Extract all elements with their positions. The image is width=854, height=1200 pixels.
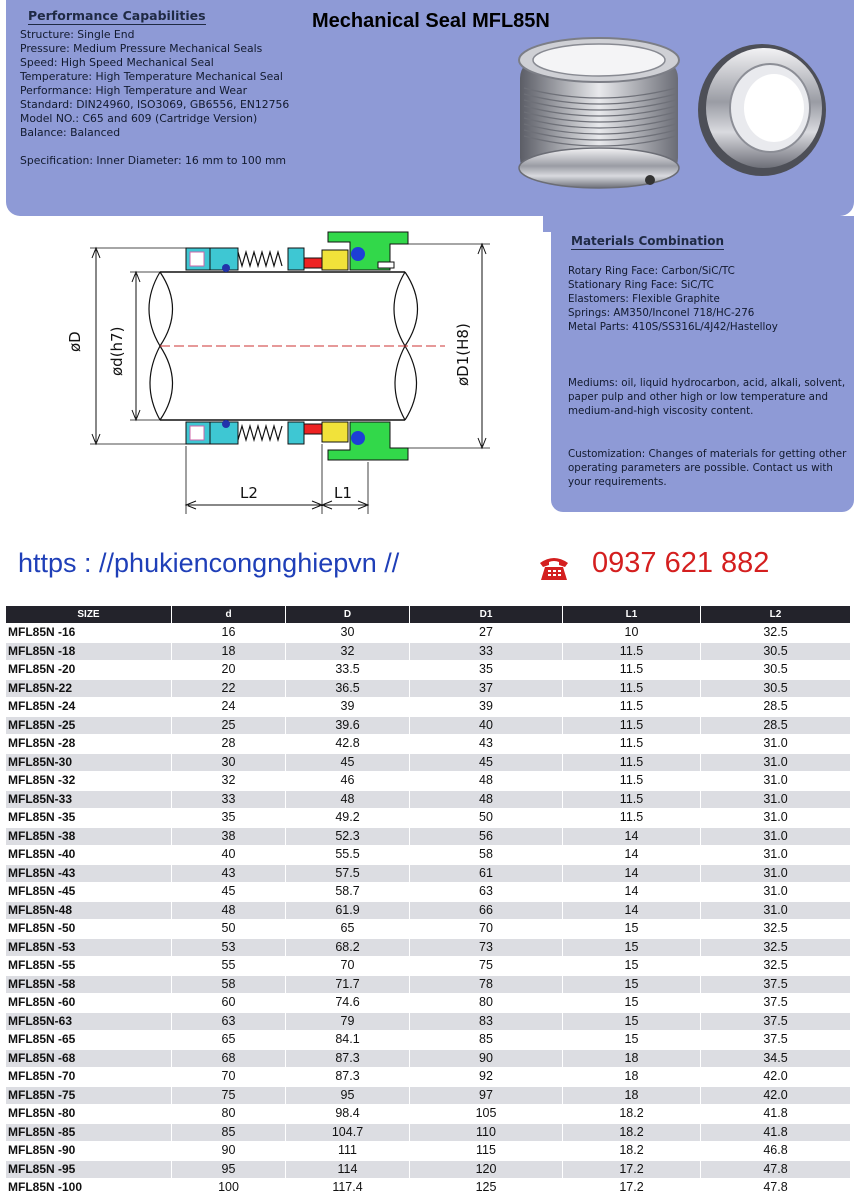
materials-line: Metal Parts: 410S/SS316L/4J42/Hastelloy — [568, 321, 778, 333]
cell-size: MFL85N-22 — [6, 679, 172, 698]
cell-d: 33 — [172, 790, 286, 809]
product-photo — [500, 28, 830, 198]
cell-L2: 31.0 — [701, 772, 851, 791]
cell-L1: 18 — [563, 1049, 701, 1068]
cell-d: 20 — [172, 661, 286, 680]
table-header-row — [6, 606, 851, 624]
table-row — [6, 994, 851, 1013]
cell-D: 52.3 — [286, 827, 410, 846]
cell-d: 53 — [172, 938, 286, 957]
cell-D: 39.6 — [286, 716, 410, 735]
cell-L2: 31.0 — [701, 846, 851, 865]
cell-D1: 58 — [410, 846, 563, 865]
customization-text: Customization: Changes of materials for getting other operating parameters are possible. Contact us with your requirements. — [568, 448, 847, 488]
cell-L1: 18.2 — [563, 1142, 701, 1161]
table-row — [6, 790, 851, 809]
table-row — [6, 1123, 851, 1142]
cell-L1: 11.5 — [563, 642, 701, 661]
cell-L1: 14 — [563, 846, 701, 865]
cell-L2: 31.0 — [701, 827, 851, 846]
cell-D: 30 — [286, 624, 410, 643]
cell-L1: 15 — [563, 994, 701, 1013]
performance-line: Temperature: High Temperature Mechanical Seal — [20, 70, 283, 83]
cell-D1: 48 — [410, 772, 563, 791]
cell-L2: 32.5 — [701, 938, 851, 957]
cell-size: MFL85N -40 — [6, 846, 172, 865]
cell-D: 87.3 — [286, 1049, 410, 1068]
cell-L2: 47.8 — [701, 1179, 851, 1198]
table-row — [6, 864, 851, 883]
cell-d: 75 — [172, 1086, 286, 1105]
table-row — [6, 938, 851, 957]
table-row — [6, 1179, 851, 1198]
cell-L1: 15 — [563, 1012, 701, 1031]
cell-D: 46 — [286, 772, 410, 791]
cell-D: 49.2 — [286, 809, 410, 828]
cell-L2: 41.8 — [701, 1105, 851, 1124]
cell-d: 90 — [172, 1142, 286, 1161]
label-L1: L1 — [334, 484, 352, 502]
cell-D1: 125 — [410, 1179, 563, 1198]
table-row — [6, 1160, 851, 1179]
performance-line: Balance: Balanced — [20, 126, 121, 139]
cell-D: 36.5 — [286, 679, 410, 698]
cell-D1: 27 — [410, 624, 563, 643]
table-row — [6, 716, 851, 735]
table-row — [6, 957, 851, 976]
performance-line: Model NO.: C65 and 609 (Cartridge Version) — [20, 112, 258, 125]
cell-L2: 42.0 — [701, 1086, 851, 1105]
cell-size: MFL85N -58 — [6, 975, 172, 994]
cell-size: MFL85N -85 — [6, 1123, 172, 1142]
cell-D1: 92 — [410, 1068, 563, 1087]
cell-D1: 43 — [410, 735, 563, 754]
cell-D: 117.4 — [286, 1179, 410, 1198]
cell-L2: 31.0 — [701, 753, 851, 772]
cell-L2: 34.5 — [701, 1049, 851, 1068]
cell-D1: 90 — [410, 1049, 563, 1068]
cell-d: 45 — [172, 883, 286, 902]
cell-d: 50 — [172, 920, 286, 939]
materials-list — [568, 264, 778, 334]
cell-d: 68 — [172, 1049, 286, 1068]
cell-L1: 18 — [563, 1068, 701, 1087]
cell-D1: 78 — [410, 975, 563, 994]
cell-size: MFL85N -45 — [6, 883, 172, 902]
table-row — [6, 624, 851, 643]
cell-size: MFL85N -75 — [6, 1086, 172, 1105]
cell-d: 58 — [172, 975, 286, 994]
cell-L2: 31.0 — [701, 735, 851, 754]
cell-size: MFL85N -18 — [6, 642, 172, 661]
cell-d: 25 — [172, 716, 286, 735]
cell-D1: 50 — [410, 809, 563, 828]
cell-L1: 11.5 — [563, 753, 701, 772]
cell-D: 57.5 — [286, 864, 410, 883]
cell-D1: 37 — [410, 679, 563, 698]
cell-L1: 15 — [563, 1031, 701, 1050]
cell-D: 32 — [286, 642, 410, 661]
materials-panel — [551, 216, 854, 512]
cell-L2: 46.8 — [701, 1142, 851, 1161]
cell-L1: 14 — [563, 901, 701, 920]
cell-L1: 18.2 — [563, 1105, 701, 1124]
technical-drawing — [60, 224, 520, 516]
cell-D: 45 — [286, 753, 410, 772]
cell-d: 32 — [172, 772, 286, 791]
cell-size: MFL85N -32 — [6, 772, 172, 791]
cell-L1: 11.5 — [563, 772, 701, 791]
cell-D1: 61 — [410, 864, 563, 883]
header-D: D — [286, 606, 410, 624]
cell-d: 38 — [172, 827, 286, 846]
performance-line: Structure: Single End — [20, 28, 135, 41]
cell-L2: 42.0 — [701, 1068, 851, 1087]
cell-D1: 105 — [410, 1105, 563, 1124]
table-body — [6, 624, 851, 1198]
table-row — [6, 920, 851, 939]
cell-D: 70 — [286, 957, 410, 976]
cell-d: 63 — [172, 1012, 286, 1031]
cell-D: 48 — [286, 790, 410, 809]
table-row — [6, 1105, 851, 1124]
cell-L1: 11.5 — [563, 735, 701, 754]
cell-d: 65 — [172, 1031, 286, 1050]
header-d: d — [172, 606, 286, 624]
cell-size: MFL85N -25 — [6, 716, 172, 735]
cell-size: MFL85N -95 — [6, 1160, 172, 1179]
cell-D1: 56 — [410, 827, 563, 846]
website-link[interactable]: https : //phukiencongnghiepvn // — [18, 548, 400, 578]
cell-d: 24 — [172, 698, 286, 717]
table-row — [6, 1142, 851, 1161]
cell-L2: 32.5 — [701, 624, 851, 643]
cell-L2: 28.5 — [701, 716, 851, 735]
table-row — [6, 1012, 851, 1031]
performance-line: Speed: High Speed Mechanical Seal — [20, 56, 214, 69]
performance-line: Pressure: Medium Pressure Mechanical Seals — [20, 42, 263, 55]
cell-d: 35 — [172, 809, 286, 828]
cell-d: 43 — [172, 864, 286, 883]
cell-L1: 15 — [563, 957, 701, 976]
performance-line: Performance: High Temperature and Wear — [20, 84, 248, 97]
cell-D1: 66 — [410, 901, 563, 920]
cell-D1: 83 — [410, 1012, 563, 1031]
cell-D: 104.7 — [286, 1123, 410, 1142]
cell-L1: 10 — [563, 624, 701, 643]
cell-L2: 31.0 — [701, 864, 851, 883]
cell-D: 71.7 — [286, 975, 410, 994]
performance-line: Standard: DIN24960, ISO3069, GB6556, EN12756 — [20, 98, 290, 111]
cell-d: 40 — [172, 846, 286, 865]
cell-size: MFL85N -20 — [6, 661, 172, 680]
cell-size: MFL85N -38 — [6, 827, 172, 846]
cell-L2: 28.5 — [701, 698, 851, 717]
cell-D1: 33 — [410, 642, 563, 661]
cell-d: 28 — [172, 735, 286, 754]
table-row — [6, 735, 851, 754]
cell-D: 114 — [286, 1160, 410, 1179]
table-row — [6, 1086, 851, 1105]
materials-line: Elastomers: Flexible Graphite — [568, 293, 720, 305]
cell-size: MFL85N -80 — [6, 1105, 172, 1124]
cell-L2: 31.0 — [701, 809, 851, 828]
cell-size: MFL85N -70 — [6, 1068, 172, 1087]
cell-L2: 30.5 — [701, 642, 851, 661]
cell-D: 98.4 — [286, 1105, 410, 1124]
header-D1: D1 — [410, 606, 563, 624]
cell-D1: 120 — [410, 1160, 563, 1179]
cell-d: 30 — [172, 753, 286, 772]
cell-size: MFL85N -65 — [6, 1031, 172, 1050]
performance-list — [20, 28, 289, 140]
cell-D: 42.8 — [286, 735, 410, 754]
cell-L2: 30.5 — [701, 661, 851, 680]
telephone-icon — [537, 553, 571, 581]
cell-d: 85 — [172, 1123, 286, 1142]
table-row — [6, 883, 851, 902]
cell-d: 70 — [172, 1068, 286, 1087]
materials-line: Rotary Ring Face: Carbon/SiC/TC — [568, 265, 735, 277]
table-row — [6, 975, 851, 994]
label-d: ød(h7) — [108, 326, 126, 376]
cell-L1: 15 — [563, 975, 701, 994]
cell-D: 58.7 — [286, 883, 410, 902]
cell-L2: 47.8 — [701, 1160, 851, 1179]
header-L1: L1 — [563, 606, 701, 624]
cell-L1: 11.5 — [563, 790, 701, 809]
cell-size: MFL85N -50 — [6, 920, 172, 939]
cell-D1: 97 — [410, 1086, 563, 1105]
cell-L1: 17.2 — [563, 1179, 701, 1198]
cell-D1: 40 — [410, 716, 563, 735]
cell-size: MFL85N-30 — [6, 753, 172, 772]
cell-D: 33.5 — [286, 661, 410, 680]
cell-D1: 115 — [410, 1142, 563, 1161]
cell-d: 80 — [172, 1105, 286, 1124]
cell-D: 55.5 — [286, 846, 410, 865]
table-row — [6, 1031, 851, 1050]
cell-size: MFL85N-33 — [6, 790, 172, 809]
cell-L2: 31.0 — [701, 901, 851, 920]
cell-L1: 14 — [563, 883, 701, 902]
cell-L1: 15 — [563, 938, 701, 957]
cell-L1: 11.5 — [563, 661, 701, 680]
page-title: Mechanical Seal MFL85N — [312, 10, 550, 32]
table-row — [6, 642, 851, 661]
table-row — [6, 661, 851, 680]
cell-D: 111 — [286, 1142, 410, 1161]
label-L2: L2 — [240, 484, 258, 502]
cell-D: 95 — [286, 1086, 410, 1105]
cell-L1: 18 — [563, 1086, 701, 1105]
cell-D: 65 — [286, 920, 410, 939]
cell-L1: 11.5 — [563, 716, 701, 735]
mediums-text: Mediums: oil, liquid hydrocarbon, acid, alkali, solvent, paper pulp and other high or low temperature and medium-and-high viscosity content. — [568, 377, 846, 417]
cell-D1: 85 — [410, 1031, 563, 1050]
cell-L2: 31.0 — [701, 790, 851, 809]
header-size: SIZE — [6, 606, 172, 624]
materials-line: Springs: AM350/Inconel 718/HC-276 — [568, 307, 755, 319]
specification-text: Specification: Inner Diameter: 16 mm to 100 mm — [20, 154, 287, 167]
cell-D1: 70 — [410, 920, 563, 939]
cell-L2: 37.5 — [701, 975, 851, 994]
cell-size: MFL85N -16 — [6, 624, 172, 643]
table-row — [6, 901, 851, 920]
cell-d: 48 — [172, 901, 286, 920]
cell-L1: 17.2 — [563, 1160, 701, 1179]
table-row — [6, 809, 851, 828]
label-D1: øD1(H8) — [454, 323, 472, 386]
cell-D1: 63 — [410, 883, 563, 902]
cell-d: 18 — [172, 642, 286, 661]
cell-d: 22 — [172, 679, 286, 698]
cell-D1: 110 — [410, 1123, 563, 1142]
cell-D1: 75 — [410, 957, 563, 976]
cell-L1: 18.2 — [563, 1123, 701, 1142]
cell-D: 87.3 — [286, 1068, 410, 1087]
cell-D1: 39 — [410, 698, 563, 717]
performance-heading: Performance Capabilities — [28, 8, 206, 23]
cell-D: 79 — [286, 1012, 410, 1031]
table-row — [6, 772, 851, 791]
cell-L2: 30.5 — [701, 679, 851, 698]
cell-size: MFL85N -24 — [6, 698, 172, 717]
header-L2: L2 — [701, 606, 851, 624]
cell-D1: 45 — [410, 753, 563, 772]
cell-L2: 37.5 — [701, 994, 851, 1013]
cell-D: 74.6 — [286, 994, 410, 1013]
cell-L1: 15 — [563, 920, 701, 939]
cell-size: MFL85N -53 — [6, 938, 172, 957]
label-D: øD — [66, 331, 84, 352]
cell-size: MFL85N -35 — [6, 809, 172, 828]
table-row — [6, 846, 851, 865]
cell-L1: 11.5 — [563, 698, 701, 717]
cell-L2: 37.5 — [701, 1031, 851, 1050]
table-row — [6, 1068, 851, 1087]
cell-L2: 41.8 — [701, 1123, 851, 1142]
cell-d: 60 — [172, 994, 286, 1013]
cell-L1: 14 — [563, 827, 701, 846]
table-row — [6, 827, 851, 846]
cell-D: 39 — [286, 698, 410, 717]
cell-L2: 37.5 — [701, 1012, 851, 1031]
cell-L2: 32.5 — [701, 957, 851, 976]
table-row — [6, 679, 851, 698]
cell-L1: 11.5 — [563, 809, 701, 828]
table-row — [6, 1049, 851, 1068]
cell-D1: 35 — [410, 661, 563, 680]
cell-D: 84.1 — [286, 1031, 410, 1050]
cell-d: 100 — [172, 1179, 286, 1198]
cell-L2: 31.0 — [701, 883, 851, 902]
phone-number[interactable]: 0937 621 882 — [592, 547, 770, 579]
cell-size: MFL85N -100 — [6, 1179, 172, 1198]
materials-heading: Materials Combination — [571, 234, 725, 248]
cell-size: MFL85N -28 — [6, 735, 172, 754]
cell-d: 95 — [172, 1160, 286, 1179]
cell-D1: 48 — [410, 790, 563, 809]
table-row — [6, 698, 851, 717]
cell-size: MFL85N -55 — [6, 957, 172, 976]
cell-L1: 14 — [563, 864, 701, 883]
cell-L1: 11.5 — [563, 679, 701, 698]
materials-line: Stationary Ring Face: SiC/TC — [568, 279, 714, 291]
cell-L2: 32.5 — [701, 920, 851, 939]
table-row — [6, 753, 851, 772]
cell-size: MFL85N -43 — [6, 864, 172, 883]
cell-size: MFL85N-63 — [6, 1012, 172, 1031]
cell-D: 61.9 — [286, 901, 410, 920]
cell-size: MFL85N -90 — [6, 1142, 172, 1161]
cell-size: MFL85N-48 — [6, 901, 172, 920]
cell-d: 16 — [172, 624, 286, 643]
cell-D1: 80 — [410, 994, 563, 1013]
cell-D: 68.2 — [286, 938, 410, 957]
cell-D1: 73 — [410, 938, 563, 957]
size-table — [5, 605, 851, 1198]
cell-d: 55 — [172, 957, 286, 976]
cell-size: MFL85N -68 — [6, 1049, 172, 1068]
cell-size: MFL85N -60 — [6, 994, 172, 1013]
